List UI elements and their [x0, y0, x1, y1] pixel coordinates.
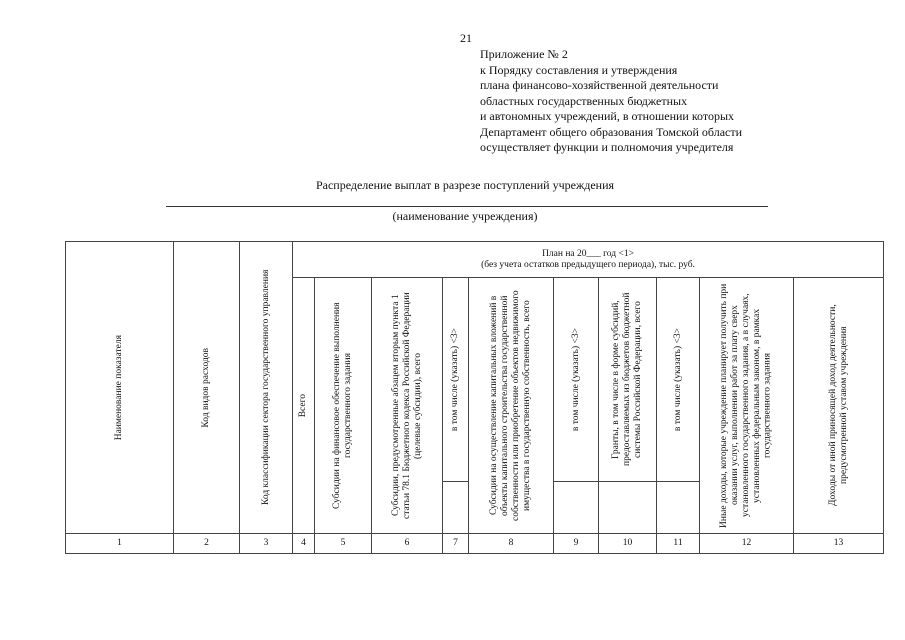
appendix-line: Приложение № 2 — [480, 47, 568, 61]
header-total: Всего — [293, 278, 315, 534]
header-grants: Гранты, в том числе в форме субсидий, предоставляемых из бюджетов бюджетной системы Российской Федерации, всего — [599, 278, 657, 482]
subheader-blank — [443, 482, 469, 534]
column-number: 3 — [240, 534, 293, 554]
column-number: 2 — [174, 534, 240, 554]
institution-name-caption: (наименование учреждения) — [392, 209, 538, 223]
column-number: 4 — [293, 534, 315, 554]
column-number: 8 — [469, 534, 554, 554]
header-other-activity-income: Доходы от иной приносящей доход деятельности, предусмотренной уставом учреждения — [794, 278, 884, 534]
header-other-income: Иные доходы, которые учреждение планирует получить при оказании услуг, выполнении работ за плату сверх установленного государственного задания, а в случаях, установленных федеральным законом, в рамках государственного задания — [700, 278, 794, 534]
header-plan: План на 20___ год <1> (без учета остатков предыдущего периода), тыс. руб. — [293, 242, 884, 278]
page-number: 21 — [460, 31, 472, 45]
document-title: Распределение выплат в разрезе поступлений учреждения — [315, 178, 615, 192]
header-capital-subsidies: Субсидии на осуществление капитальных вложений в объекты капитального строительства государственной собственности или приобретение объектов недвижимого имущества в государственную собственность, всего — [469, 278, 554, 534]
header-indicator-name: Наименование показателя — [66, 242, 174, 534]
header-targeted-subsidies: Субсидии, предусмотренные абзацем вторым пункта 1 статьи 78.1 Бюджетного кодекса Российской Федерации (целевые субсидии), всего — [372, 278, 443, 534]
appendix-line: плана финансово-хозяйственной деятельности — [480, 78, 719, 92]
appendix-line: и автономных учреждений, в отношении которых — [480, 109, 735, 123]
subheader-blank — [657, 482, 700, 534]
header-including-2: в том числе (указать) <3> — [554, 278, 599, 482]
subheader-blank — [599, 482, 657, 534]
institution-name-line — [166, 206, 768, 207]
column-number: 5 — [315, 534, 372, 554]
header-including-1: в том числе (указать) <3> — [443, 278, 469, 482]
header-sector-code: Код классификации сектора государственного управления — [240, 242, 293, 534]
column-number: 9 — [554, 534, 599, 554]
column-number: 12 — [700, 534, 794, 554]
column-number: 11 — [657, 534, 700, 554]
column-number: 10 — [599, 534, 657, 554]
column-number: 13 — [794, 534, 884, 554]
appendix-block — [480, 47, 742, 156]
payments-table — [65, 241, 884, 554]
column-number: 6 — [372, 534, 443, 554]
header-expense-type-code: Код видов расходов — [174, 242, 240, 534]
column-number: 7 — [443, 534, 469, 554]
header-state-task-subsidy: Субсидии на финансовое обеспечение выполнения государственного задания — [315, 278, 372, 534]
appendix-line: областных государственных бюджетных — [480, 93, 688, 108]
column-number-row — [66, 534, 884, 554]
subheader-blank — [554, 482, 599, 534]
header-including-3: в том числе (указать) <3> — [657, 278, 700, 482]
appendix-line: к Порядку составления и утверждения — [480, 62, 678, 77]
appendix-line: осуществляет функции и полномочия учредителя — [480, 140, 734, 154]
column-number: 1 — [66, 534, 174, 554]
appendix-line: Департамент общего образования Томской области — [480, 124, 743, 139]
